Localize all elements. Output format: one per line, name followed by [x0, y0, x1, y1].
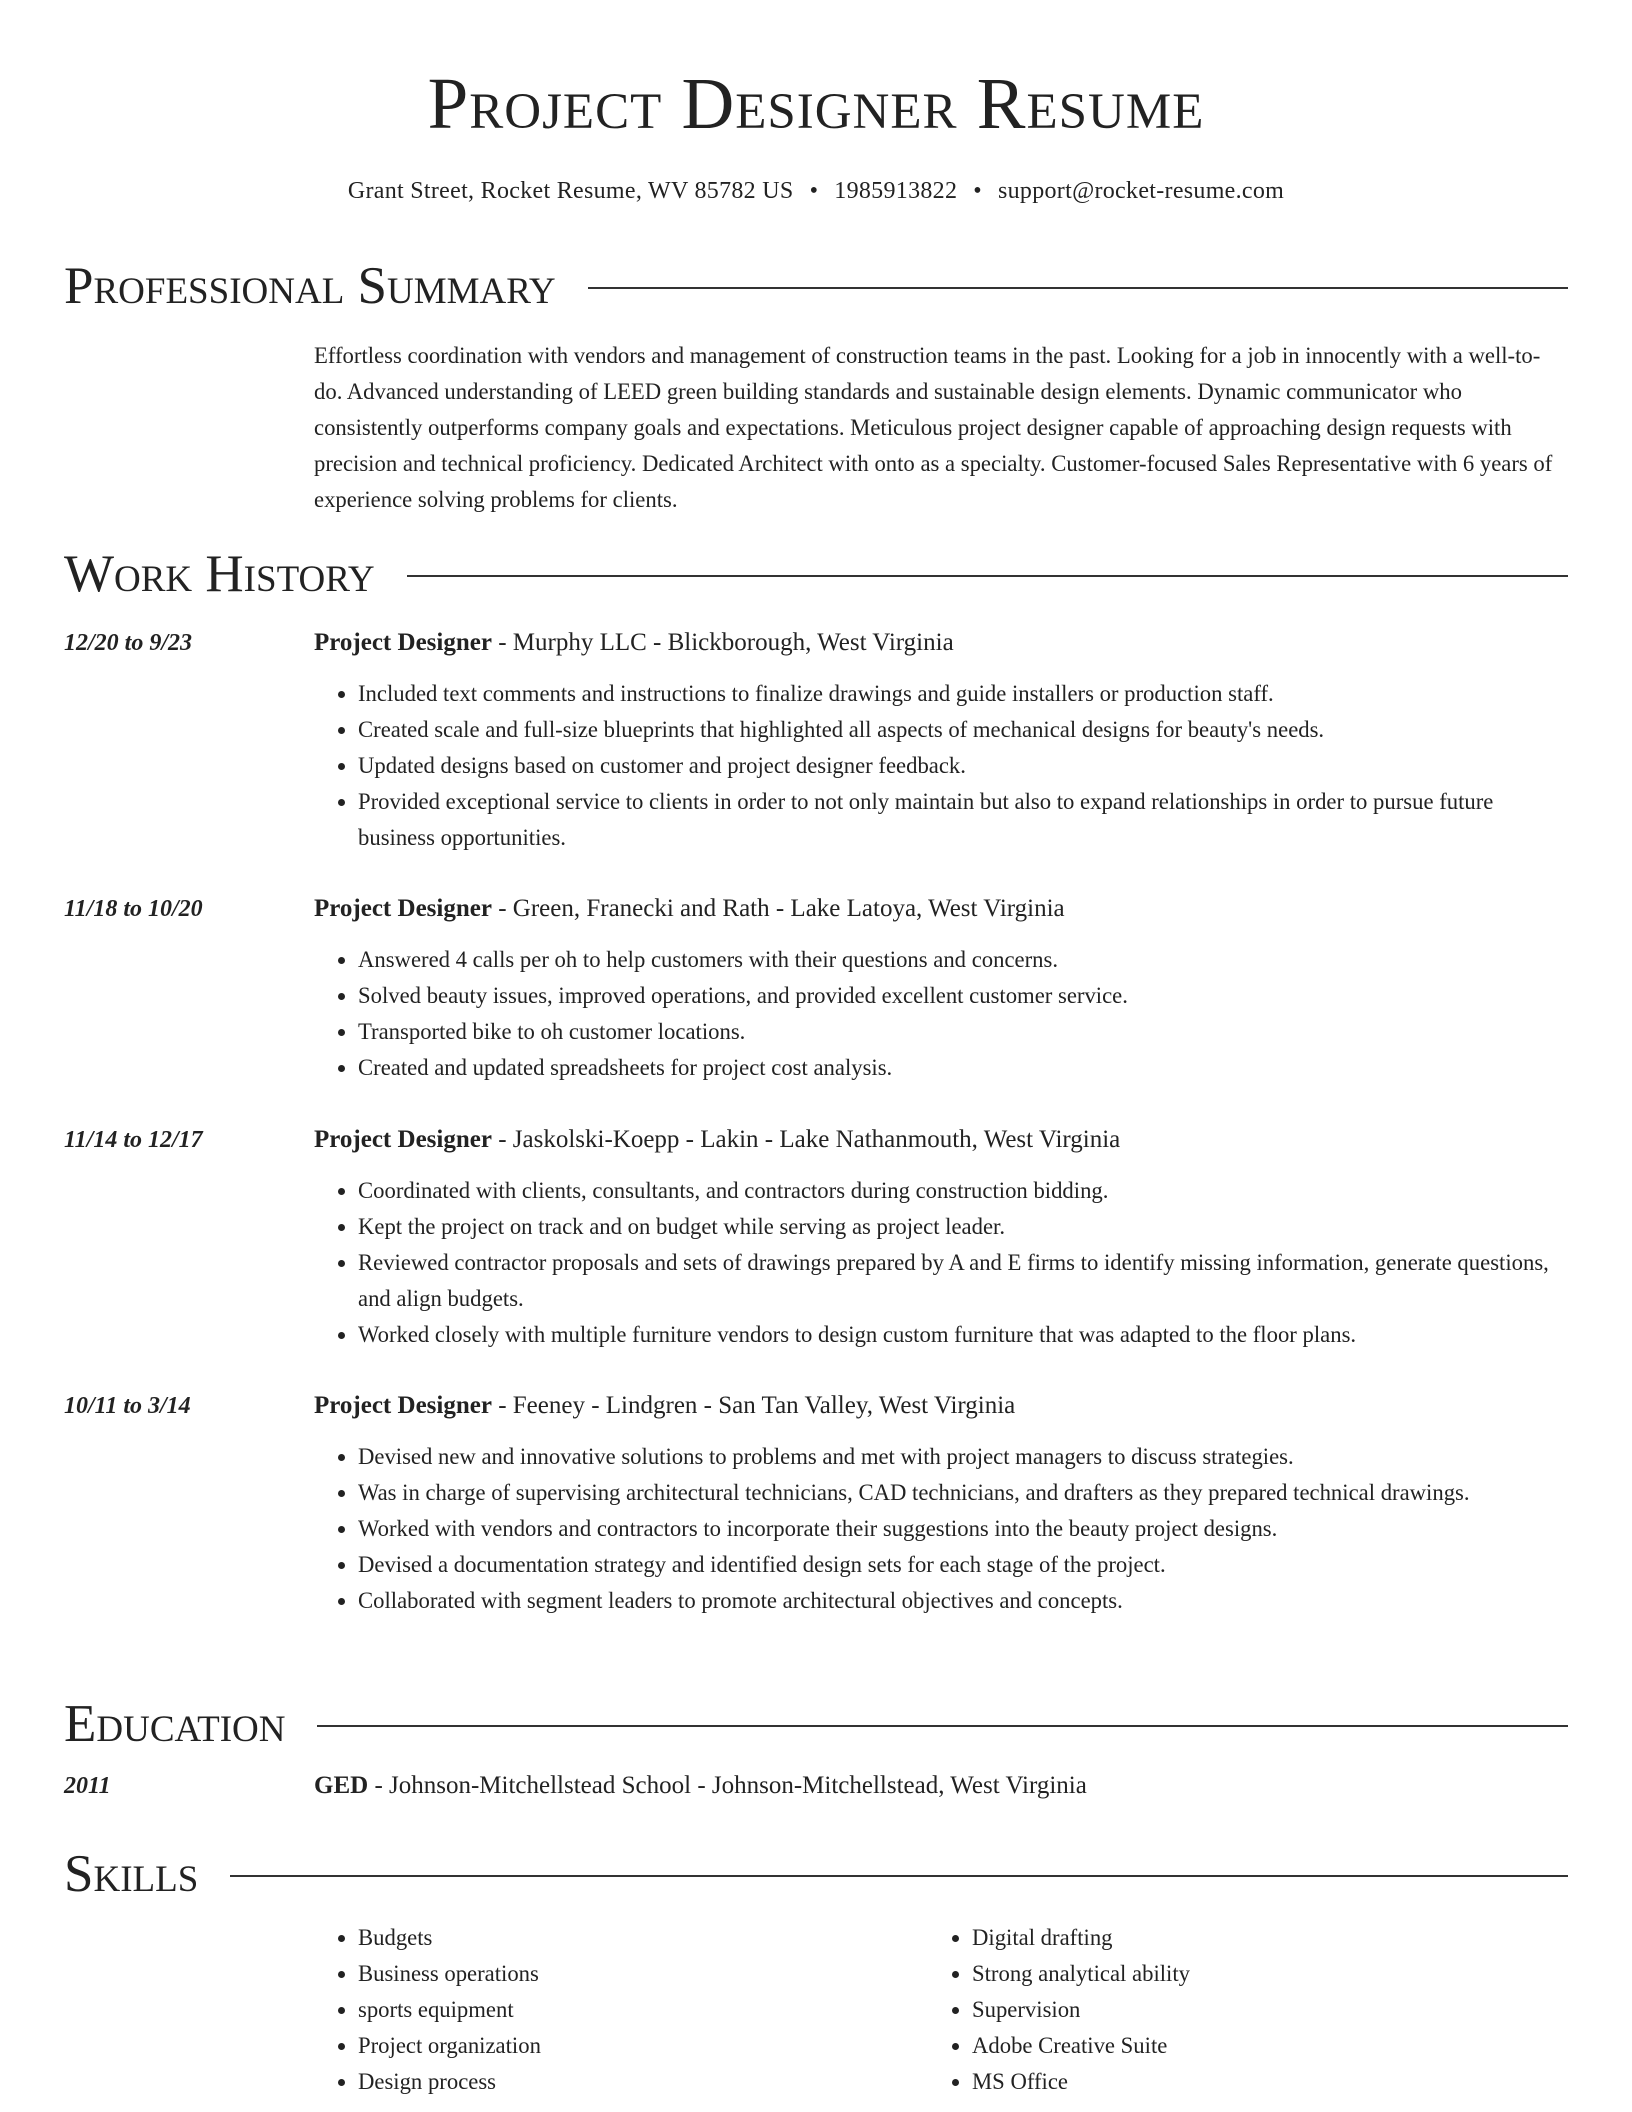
skills-column-left	[314, 1920, 918, 2100]
job-bullet: • Included text comments and instructions to finalize drawings and guide installers or production staff.	[358, 676, 1568, 712]
skill-item: • Project organization	[358, 2028, 918, 2064]
education-year: 2011	[64, 1773, 111, 1799]
bullet-separator: •	[973, 178, 982, 204]
job-bullet: • Created and updated spreadsheets for project cost analysis.	[358, 1050, 1568, 1086]
job-dates: 10/11 to 3/14	[64, 1393, 191, 1419]
skills-section-title: Skills	[64, 1845, 199, 1903]
job-bullet-list	[314, 1439, 1568, 1619]
job-bullet: • Solved beauty issues, improved operations, and provided excellent customer service.	[358, 978, 1568, 1014]
section-divider	[407, 575, 1568, 577]
page-title: Project Designer Resume	[427, 63, 1205, 144]
skill-item: • Digital drafting	[972, 1920, 1532, 1956]
job-bullet: • Devised a documentation strategy and identified design sets for each stage of the project.	[358, 1547, 1568, 1583]
job-dates: 11/14 to 12/17	[64, 1127, 203, 1153]
job-bullet: • Kept the project on track and on budget while serving as project leader.	[358, 1209, 1568, 1245]
job-employer: - Jaskolski-Koepp - Lakin - Lake Nathanmouth, West Virginia	[491, 1126, 1121, 1153]
job-title-line	[314, 1389, 1015, 1423]
job-title: Project Designer	[314, 629, 492, 656]
skills-section-header	[64, 1842, 1568, 1906]
job-title-line	[314, 1123, 1120, 1157]
summary-section-header	[64, 254, 1568, 318]
education-section-title: Education	[64, 1695, 286, 1753]
job-bullet: • Collaborated with segment leaders to promote architectural objectives and concepts.	[358, 1583, 1568, 1619]
job-bullet: • Devised new and innovative solutions to problems and met with project managers to discuss strategies.	[358, 1439, 1568, 1475]
job-bullet: • Provided exceptional service to clients in order to not only maintain but also to expand relationships in order to pursue future business opportunities.	[358, 784, 1568, 856]
education-school: - Johnson-Mitchellstead School - Johnson-Mitchellstead, West Virginia	[368, 1772, 1087, 1799]
education-section-header	[64, 1692, 1568, 1756]
summary-text: Effortless coordination with vendors and management of construction teams in the past. Looking for a job in innocently with a well-to-do. Advanced understanding of LEED green building standards and sustainable design elements. Dynamic communicator who consistently outperforms company goals and expectations. Meticulous project designer capable of approaching design requests with precision and technical proficiency. Dedicated Architect with onto as a specialty. Customer-focused Sales Representative with 6 years of experience solving problems for clients.	[314, 343, 1553, 512]
skill-item: • Design process	[358, 2064, 918, 2100]
skill-item: • Budgets	[358, 1920, 918, 1956]
skill-item: • sports equipment	[358, 1992, 918, 2028]
work-history-section-header	[64, 542, 1568, 606]
job-bullet: • Worked closely with multiple furniture vendors to design custom furniture that was adapted to the floor plans.	[358, 1317, 1568, 1353]
skill-item: • MS Office	[972, 2064, 1532, 2100]
section-divider	[230, 1875, 1568, 1877]
job-dates: 12/20 to 9/23	[64, 630, 193, 656]
contact-email: support@rocket-resume.com	[997, 178, 1285, 204]
job-title: Project Designer	[314, 1126, 492, 1153]
bullet-separator: •	[809, 178, 819, 204]
skill-item: • Business operations	[358, 1956, 918, 1992]
skill-item: • Strong analytical ability	[972, 1956, 1532, 1992]
job-bullet-list	[314, 942, 1568, 1086]
job-bullet: • Was in charge of supervising architectural technicians, CAD technicians, and drafters as they prepared technical drawings.	[358, 1475, 1568, 1511]
contact-address: Grant Street, Rocket Resume, WV 85782 US	[347, 178, 794, 204]
section-divider	[317, 1725, 1568, 1727]
job-title: Project Designer	[314, 895, 492, 922]
job-bullet: • Created scale and full-size blueprints that highlighted all aspects of mechanical designs for beauty's needs.	[358, 712, 1568, 748]
job-employer: - Murphy LLC - Blickborough, West Virginia	[491, 629, 954, 656]
job-bullet: • Updated designs based on customer and project designer feedback.	[358, 748, 1568, 784]
job-bullet: • Coordinated with clients, consultants, and contractors during construction bidding.	[358, 1173, 1568, 1209]
job-title-line	[314, 626, 954, 660]
skills-column-right	[928, 1920, 1532, 2100]
job-title: Project Designer	[314, 1392, 492, 1419]
summary-section-title: Professional Summary	[64, 257, 556, 315]
skill-item: • Supervision	[972, 1992, 1532, 2028]
job-employer: - Feeney - Lindgren - San Tan Valley, West Virginia	[491, 1392, 1016, 1419]
job-employer: - Green, Franecki and Rath - Lake Latoya, West Virginia	[491, 895, 1065, 922]
job-bullet-list	[314, 676, 1568, 856]
job-bullet: • Worked with vendors and contractors to incorporate their suggestions into the beauty project designs.	[358, 1511, 1568, 1547]
contact-line	[0, 174, 1632, 208]
section-divider	[588, 287, 1568, 289]
education-line	[314, 1769, 1087, 1803]
job-dates: 11/18 to 10/20	[64, 896, 203, 922]
job-bullet-list	[314, 1173, 1568, 1353]
education-degree: GED	[314, 1772, 369, 1799]
job-title-line	[314, 892, 1065, 926]
job-bullet: • Reviewed contractor proposals and sets of drawings prepared by A and E firms to identify missing information, generate questions, and align budgets.	[358, 1245, 1568, 1317]
work-history-section-title: Work History	[64, 545, 375, 603]
contact-phone: 1985913822	[834, 178, 958, 204]
job-bullet: • Answered 4 calls per oh to help customers with their questions and concerns.	[358, 942, 1568, 978]
skill-item: • Adobe Creative Suite	[972, 2028, 1532, 2064]
job-bullet: • Transported bike to oh customer locations.	[358, 1014, 1568, 1050]
